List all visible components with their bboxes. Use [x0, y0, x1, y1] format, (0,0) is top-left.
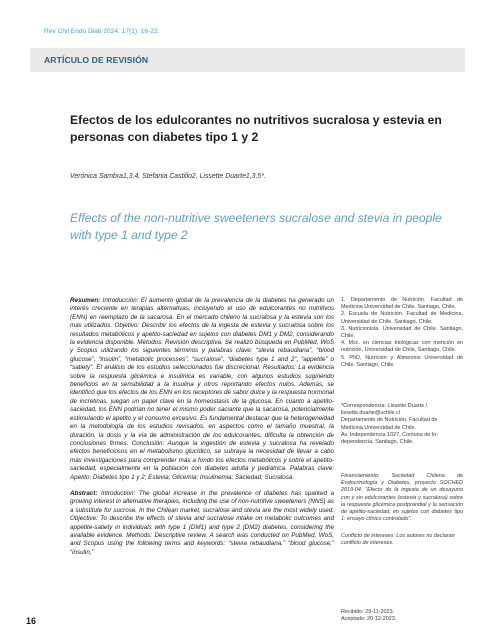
- affiliations-block: [341, 297, 463, 369]
- funding-note: Financiamiento: Sociedad Chilena de Endocrinología y Diabetes, proyecto SOCHED 2019-04. “Efecto de la ingesta de un desayuno con y sin edulcorantes (estevia y sucralosa) sobre la respuesta glicémica postprandial y la sensación de apetito-saciedad, en sujetos con diabetes tipo 1: ensayo clínico controlado”.: [341, 473, 463, 523]
- abstract-label: Abstract:: [70, 489, 98, 497]
- affiliation-item: 4. Msc. en ciencias biológicas con mención en nutrición, Universidad de Chile, Santiago, Chile.: [341, 340, 463, 354]
- correspondence-line: Av. Independencia 1027, Comuna de In-: [341, 431, 439, 438]
- dates-block: [341, 609, 463, 623]
- correspondence-block: [341, 403, 463, 446]
- resumen-label: Resumen:: [70, 297, 101, 304]
- correspondence-line: *Correspondencia: Lissette Duarte /: [341, 403, 428, 409]
- affiliation-item: 1. Departamento de Nutrición. Facultad de Medicina Universidad de Chile. Santiago, Chile.: [341, 297, 463, 311]
- article-title-spanish: Efectos de los edulcorantes no nutritivos sucralosa y estevia en personas con diabetes tipo 1 y 2: [70, 113, 442, 144]
- received-date: Recibido: 29-11-2023.: [341, 609, 395, 615]
- journal-reference: Rev Chil Endo Diab 2024; 17(1): 16-22.: [44, 28, 160, 35]
- correspondence-line: Medicina Universidad de Chile.: [341, 424, 416, 431]
- abstract-text: Introduction: The global increase in the prevalence of diabetes has sparked a growing interest in alternative therapies, including the use of non-nutritive sweeteners (NNS) as a substitute for sucrose. In the Chilean market, sucralose and stevia are the most widely used. Objective: To describe the effects of stevia and sucralose intake on metabolic outcomes and appetite-satiety in individuals with type 1 (DM1) and type 2 (DM2) diabetes, considering the available evidence. Methods: Descriptive review. A search was conducted on PubMed, WoS, and Scopus using the following terms and keywords: “stevia rebaudiana,” “blood glucose,” “insulin,”: [70, 489, 334, 556]
- correspondence-line: dependencia, Santiago, Chile.: [341, 439, 414, 446]
- page-number: 16: [26, 616, 37, 626]
- resumen-paragraph: [70, 297, 334, 482]
- resumen-text: Introducción: El aumento global de la prevalencia de la diabetes ha generado un interés creciente en terapias alternativas, incluyendo el uso de edulcorantes no nutritivos (ENN) en reemplazo de la sacarosa. En el mercado chileno la sucralosa y la estevia son los más utilizados. Objetivo: Describir los efectos de la ingesta de estevia y sucralosa sobre los resultados metabólicos y apetito-saciedad en sujetos con diabetes DM1 y DM2, considerando la evidencia disponible. Métodos: Revisión descriptiva. Se realizó búsqueda en PubMed, WoS y Scopus utilizando los siguientes términos y palabras clave: “stevia rebaudiana”, “blood glucose”, “insulin”, “metabolic processes”, “sucralose”, “diabetes type 1 and 2”, “appetite” o “satiety”. El análisis de los estudios seleccionados fue discrecional. Resultados: La evidencia sobre la respuesta glicémica e insulínica es variable, con algunos estudios sugiriendo beneficios en la sensibilidad a la insulina y otros reportando efectos nulos. Además, se identificó que los efectos de los ENN en los receptores de sabor dulce y la respuesta hormonal de incretinas, juegan un papel clave en la homeostasis de la glucosa. En cuanto a apetito-saciedad, los ENN podrían no tener el mismo poder saciante que la sacarosa, potencialmente estimulando el apetito y el consumo excesivo. Es fundamental destacar que la heterogeneidad en la metodología de los estudios revisados, en aspectos como el tamaño muestral, la duración, la dosis y la vía de administración de los edulcorantes, dificulta la obtención de conclusiones firmes. Conclusión: Aunque la ingestión de estevia y sucralosa ha revelado efectos beneficiosos en el metabolismo glucídico, se subraya la necesidad de llevar a cabo más investigaciones para comprender más a fondo los efectos metabólicos y sobre el apetito-saciedad, especialmente en la población con diabetes adulta y pediátrica. Palabras clave: Apetito; Diabetes tipo 1 y 2; Estevia; Glicemia; Insulinemia; Saciedad; Sucralosa.: [70, 297, 334, 481]
- main-column: [70, 297, 334, 565]
- abstract-paragraph: [70, 490, 334, 557]
- author-list: Verónica Sambra1,3,4, Stefania Castillo2, Lissette Duarte1,3,5*.: [70, 173, 266, 180]
- section-label: ARTÍCULO DE REVISIÓN: [44, 55, 149, 65]
- accepted-date: Aceptado: 20-12-2023.: [341, 616, 397, 623]
- affiliation-item: 2. Escuela de Nutrición. Facultad de Medicina, Universidad de Chile. Santiago, Chile.: [341, 311, 463, 325]
- article-title-english: Effects of the non-nutritive sweeteners sucralose and stevia in people with type 1 and type 2: [70, 211, 442, 242]
- affiliation-item: 3. Nutricionista. Universidad de Chile. Santiago, Chile.: [341, 325, 463, 340]
- conflict-of-interest-note: Conflicto de intereses: Los autores no declaran conflicto de intereses.: [341, 533, 455, 547]
- affiliation-item: 5. PhD, Nutrición y Alimentos Universidad de Chile. Santiago, Chile.: [341, 354, 463, 368]
- sidebar-notes: [341, 297, 463, 623]
- correspondence-line: Departamento de Nutrición, Facultad de: [341, 417, 438, 424]
- correspondence-email[interactable]: lissette.duarte@uchile.cl: [341, 410, 401, 417]
